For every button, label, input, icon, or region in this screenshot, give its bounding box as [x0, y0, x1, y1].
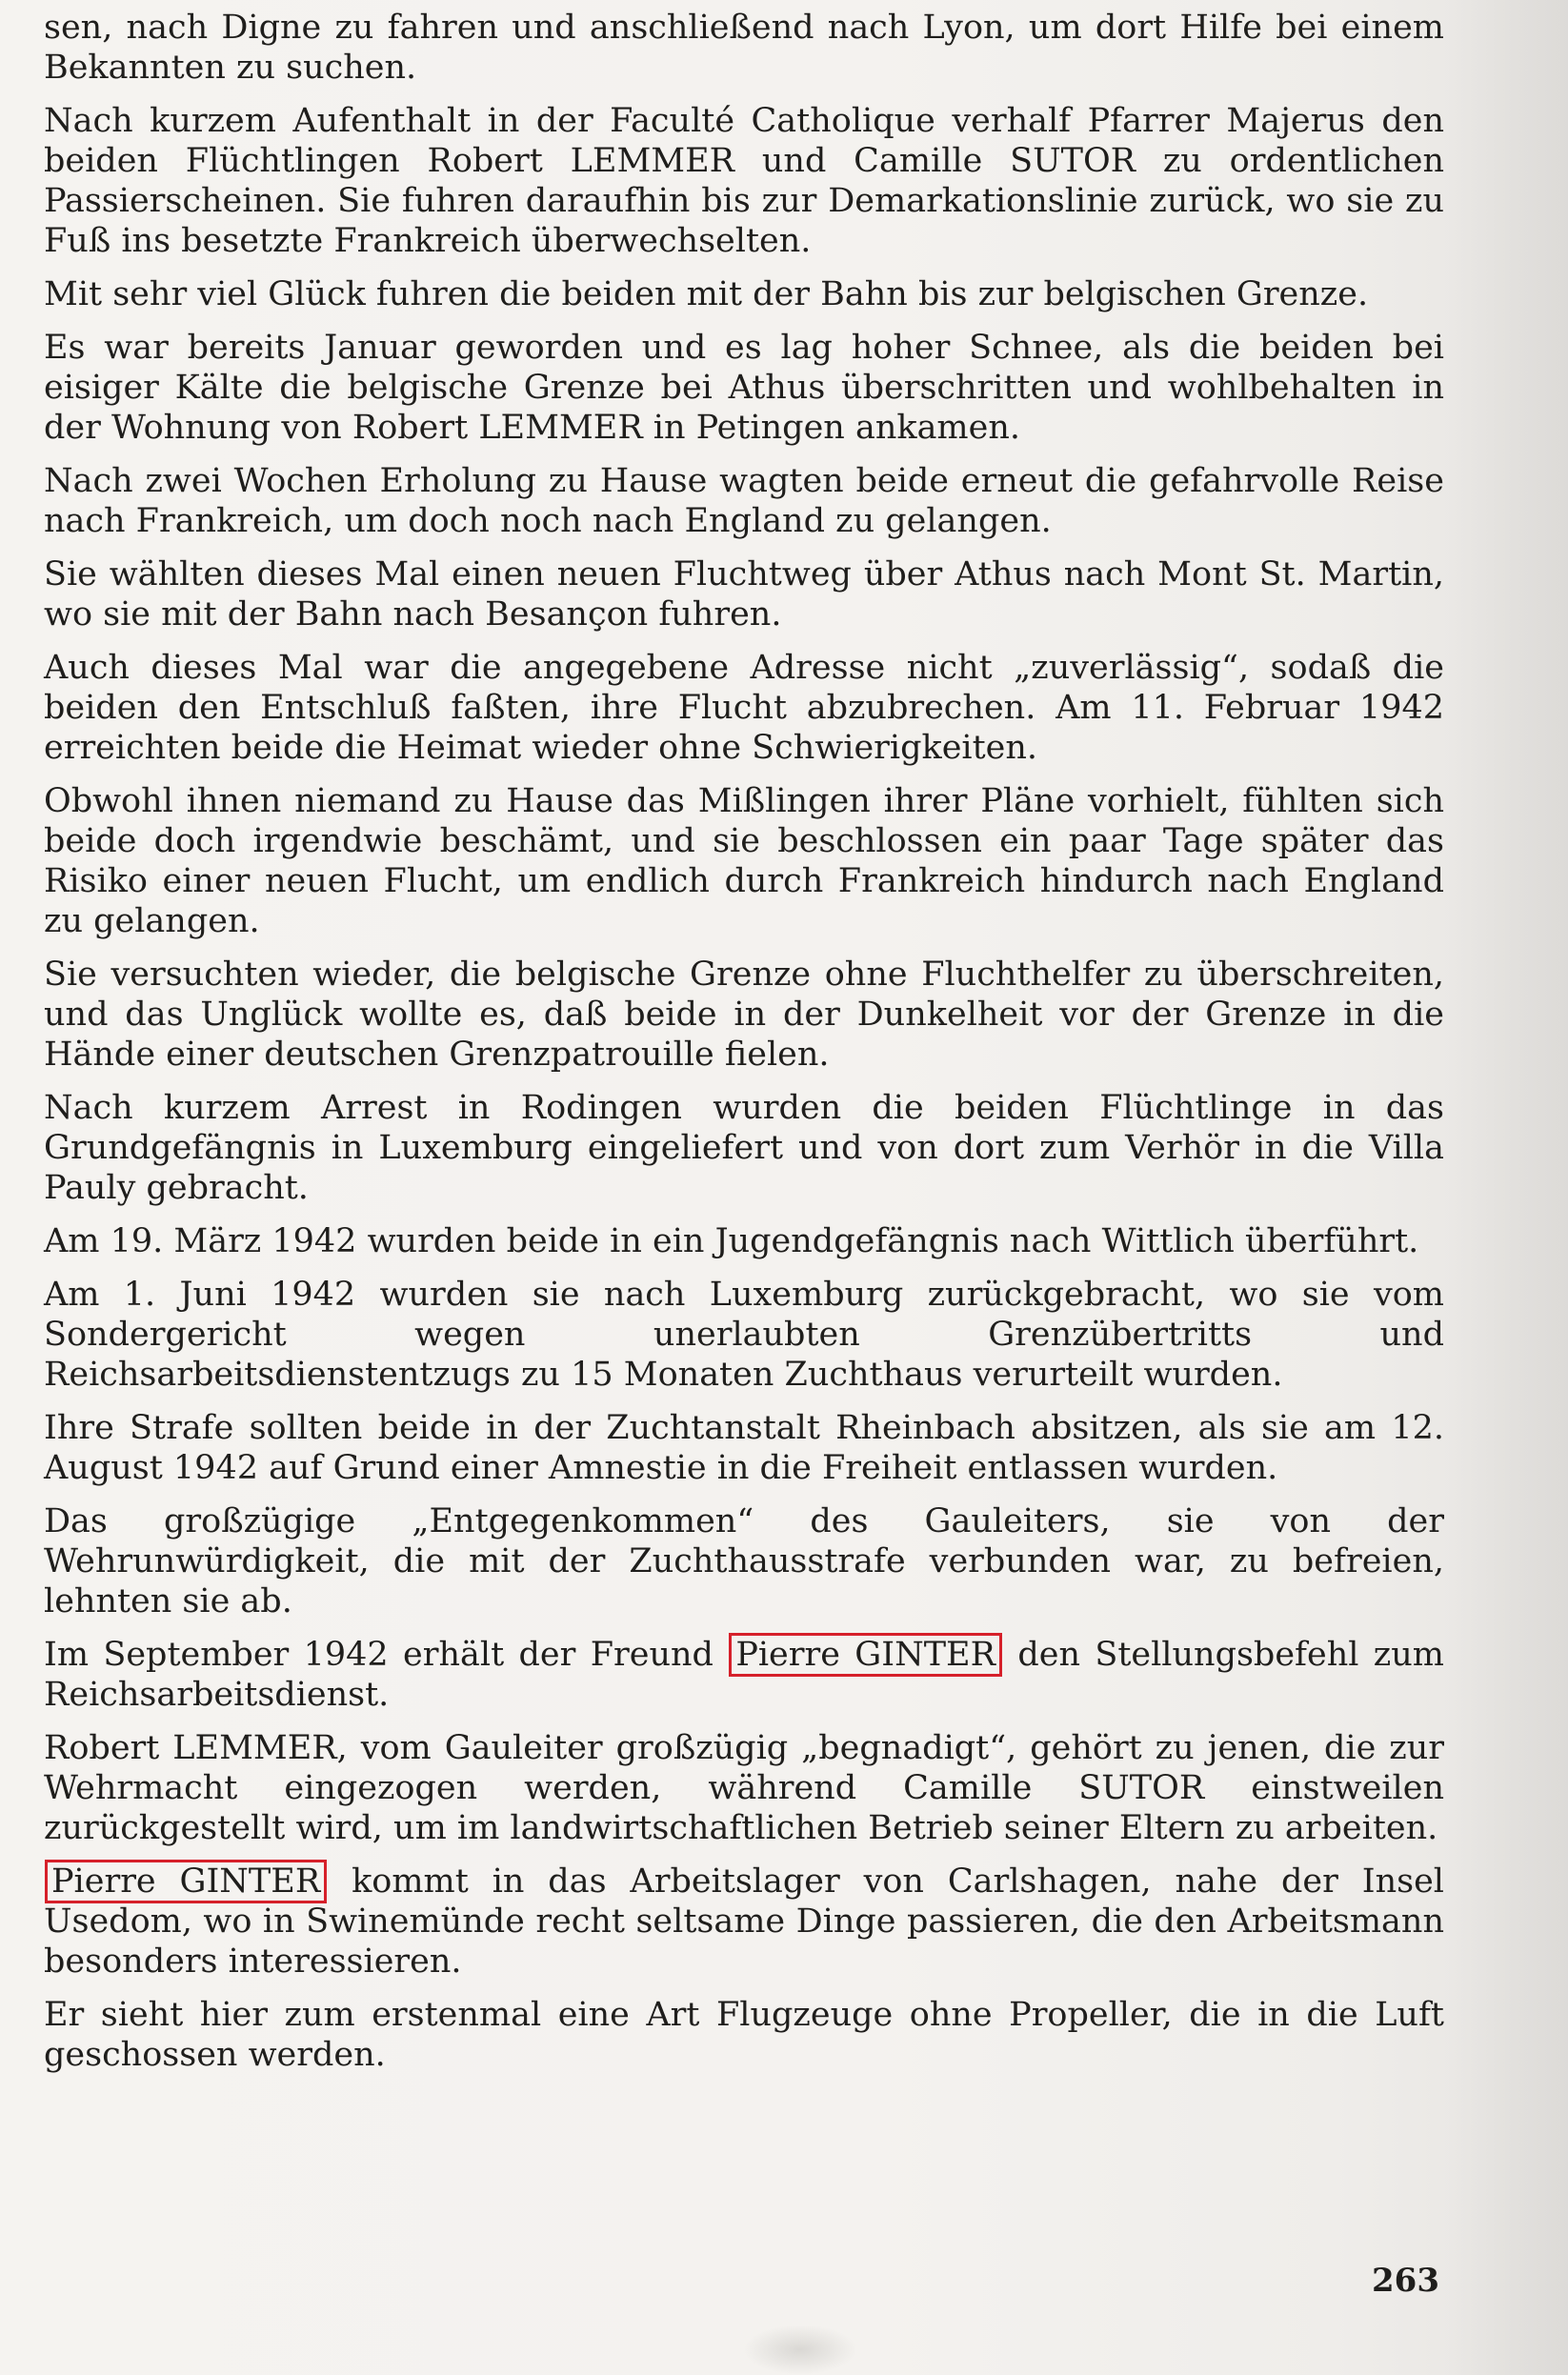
scan-smudge: [743, 2325, 857, 2375]
paragraph: Ihre Strafe sollten beide in der Zuchtanstalt Rheinbach absitzen, als sie am 12. August 1942 auf Grund einer Amnestie in die Freiheit entlassen wurden.: [44, 1409, 1444, 1487]
paragraph: Sie wählten dieses Mal einen neuen Fluchtweg über Athus nach Mont St. Martin, wo sie mit der Bahn nach Besançon fuhren.: [44, 555, 1444, 634]
paragraph: Er sieht hier zum erstenmal eine Art Flugzeuge ohne Propeller, die in die Luft geschossen werden.: [44, 1996, 1444, 2074]
main-text: [44, 8, 1444, 2088]
paragraph: Am 1. Juni 1942 wurden sie nach Luxemburg zurückgebracht, wo sie vom Sondergericht wegen unerlaubten Grenzübertritts und Reichsarbeitsdienstentzugs zu 15 Monaten Zuchthaus verurteilt wurden.: [44, 1276, 1444, 1394]
paragraph-text-before: Im September 1942 erhält der Freund: [44, 1636, 714, 1674]
paragraph: Obwohl ihnen niemand zu Hause das Mißlingen ihrer Pläne vorhielt, fühlten sich beide doch irgendwie beschämt, und sie beschlossen ein paar Tage später das Risiko einer neuen Flucht, um endlich durch Frankreich hindurch nach England zu gelangen.: [44, 782, 1444, 940]
paragraph: Sie versuchten wieder, die belgische Grenze ohne Fluchthelfer zu überschreiten, und das Unglück wollte es, daß beide in der Dunkelheit vor der Grenze in die Hände einer deutschen Grenzpatrouille fielen.: [44, 956, 1444, 1074]
highlighted-name-box: Pierre GINTER: [729, 1633, 1002, 1677]
paragraph: Am 19. März 1942 wurden beide in ein Jugendgefängnis nach Wittlich überführt.: [44, 1222, 1419, 1260]
paragraph: Es war bereits Januar geworden und es lag hoher Schnee, als die beiden bei eisiger Kälte die belgische Grenze bei Athus überschritten und wohlbehalten in der Wohnung von Robert LEMMER in Petingen ankamen.: [44, 329, 1444, 447]
paragraph-with-highlight: [44, 1635, 1444, 1715]
paragraph-text-after: kommt in das Arbeitslager von Carlshagen, nahe der Insel Usedom, wo in Swinemünde recht seltsame Dinge passieren, die den Arbeitsmann besonders interessieren.: [44, 1862, 1444, 1981]
paragraph: Mit sehr viel Glück fuhren die beiden mit der Bahn bis zur belgischen Grenze.: [44, 275, 1369, 313]
paragraph: Auch dieses Mal war die angegebene Adresse nicht „zuverlässig“, sodaß die beiden den Entschluß faßten, ihre Flucht abzubrechen. Am 11. Februar 1942 erreichten beide die Heimat wieder ohne Schwierigkeiten.: [44, 649, 1444, 767]
page-gutter-shadow: [1448, 0, 1568, 2375]
paragraph: sen, nach Digne zu fahren und anschließend nach Lyon, um dort Hilfe bei einem Bekannten zu suchen.: [44, 9, 1444, 87]
page-number: 263: [1372, 2262, 1439, 2300]
paragraph: Nach kurzem Aufenthalt in der Faculté Catholique verhalf Pfarrer Majerus den beiden Flüchtlingen Robert LEMMER und Camille SUTOR zu ordentlichen Passierscheinen. Sie fuhren daraufhin bis zur Demarkationslinie zurück, wo sie zu Fuß ins besetzte Frankreich überwechselten.: [44, 102, 1444, 260]
paragraph: Robert LEMMER, vom Gauleiter großzügig „begnadigt“, gehört zu jenen, die zur Wehrmacht eingezogen werden, während Camille SUTOR einstweilen zurückgestellt wird, um im landwirtschaftlichen Betrieb seiner Eltern zu arbeiten.: [44, 1729, 1444, 1847]
paragraph: Nach kurzem Arrest in Rodingen wurden die beiden Flüchtlinge in das Grundgefängnis in Luxemburg eingeliefert und von dort zum Verhör in die Villa Pauly gebracht.: [44, 1089, 1444, 1207]
paragraph-with-highlight: [44, 1862, 1444, 1982]
paragraph: Das großzügige „Entgegenkommen“ des Gauleiters, sie von der Wehrunwürdigkeit, die mit der Zuchthausstrafe verbunden war, zu befreien, lehnten sie ab.: [44, 1502, 1444, 1620]
highlighted-name-box: Pierre GINTER: [45, 1860, 327, 1903]
paragraph-text-after: den Stellungsbefehl zum Reichsarbeitsdienst.: [44, 1636, 1444, 1714]
paragraph: Nach zwei Wochen Erholung zu Hause wagten beide erneut die gefahrvolle Reise nach Frankreich, um doch noch nach England zu gelangen.: [44, 462, 1444, 540]
